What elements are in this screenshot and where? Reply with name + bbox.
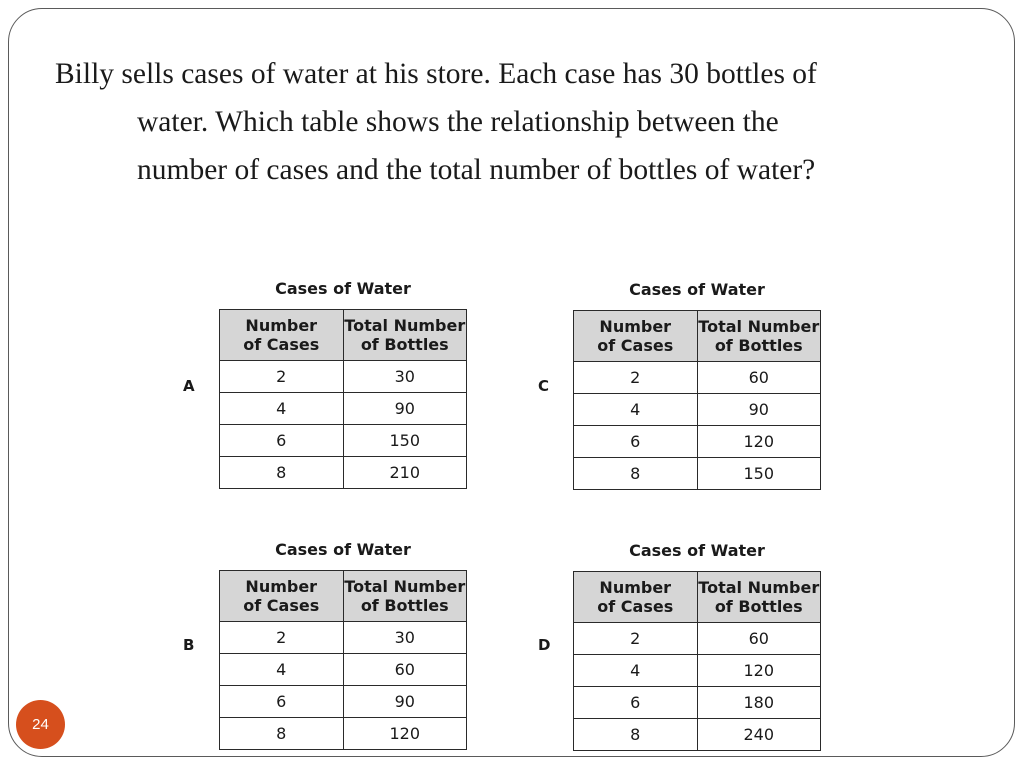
- table-row: [220, 686, 467, 718]
- bottles-cell: 150: [343, 425, 467, 457]
- bottles-cell: 30: [343, 622, 467, 654]
- table-row: [574, 687, 821, 719]
- header-total-bottles: Total Number of Bottles: [343, 310, 467, 361]
- page-number: 24: [32, 716, 49, 733]
- table-row: [220, 361, 467, 393]
- header-number-of-cases: Number of Cases: [574, 311, 698, 362]
- bottles-cell: 240: [697, 719, 821, 751]
- bottles-cell: 60: [343, 654, 467, 686]
- table-caption: Cases of Water: [629, 541, 765, 560]
- header-total-bottles: Total Number of Bottles: [697, 311, 821, 362]
- question-line-2: water. Which table shows the relationship between the: [137, 106, 779, 138]
- cases-table: [573, 571, 821, 751]
- cases-cell: 4: [574, 394, 698, 426]
- table-caption: Cases of Water: [629, 280, 765, 299]
- table-caption: Cases of Water: [275, 540, 411, 559]
- table-header-row: [574, 311, 821, 362]
- cases-cell: 8: [220, 457, 344, 489]
- bottles-cell: 120: [343, 718, 467, 750]
- cases-table: [219, 309, 467, 489]
- header-total-bottles: Total Number of Bottles: [343, 571, 467, 622]
- table-header-row: [220, 310, 467, 361]
- option-letter-b: B: [183, 636, 195, 654]
- table-header-row: [220, 571, 467, 622]
- header-number-of-cases: Number of Cases: [220, 571, 344, 622]
- question-line-1: Billy sells cases of water at his store. Each case has 30 bottles of: [55, 58, 817, 90]
- cases-cell: 6: [574, 426, 698, 458]
- table-row: [574, 655, 821, 687]
- bottles-cell: 120: [697, 426, 821, 458]
- cases-cell: 2: [220, 361, 344, 393]
- cases-cell: 6: [574, 687, 698, 719]
- cases-cell: 2: [574, 362, 698, 394]
- table-row: [574, 426, 821, 458]
- table-row: [220, 622, 467, 654]
- bottles-cell: 90: [343, 393, 467, 425]
- header-number-of-cases: Number of Cases: [220, 310, 344, 361]
- option-letter-d: D: [538, 636, 551, 654]
- bottles-cell: 150: [697, 458, 821, 490]
- table-caption: Cases of Water: [275, 279, 411, 298]
- table-row: [574, 362, 821, 394]
- page-number-badge: [16, 700, 65, 749]
- table-row: [574, 394, 821, 426]
- bottles-cell: 60: [697, 623, 821, 655]
- table-row: [220, 654, 467, 686]
- header-total-bottles: Total Number of Bottles: [697, 572, 821, 623]
- cases-cell: 4: [220, 393, 344, 425]
- table-row: [220, 393, 467, 425]
- table-row: [220, 718, 467, 750]
- cases-table: [573, 310, 821, 490]
- bottles-cell: 90: [697, 394, 821, 426]
- table-row: [220, 425, 467, 457]
- bottles-cell: 30: [343, 361, 467, 393]
- cases-cell: 4: [574, 655, 698, 687]
- bottles-cell: 90: [343, 686, 467, 718]
- cases-cell: 8: [574, 719, 698, 751]
- question-text: [55, 50, 1024, 194]
- cases-cell: 2: [574, 623, 698, 655]
- option-letter-a: A: [183, 377, 195, 395]
- table-header-row: [574, 572, 821, 623]
- table-row: [574, 623, 821, 655]
- cases-cell: 8: [220, 718, 344, 750]
- bottles-cell: 60: [697, 362, 821, 394]
- header-number-of-cases: Number of Cases: [574, 572, 698, 623]
- cases-cell: 8: [574, 458, 698, 490]
- bottles-cell: 210: [343, 457, 467, 489]
- cases-cell: 2: [220, 622, 344, 654]
- option-letter-c: C: [538, 377, 550, 395]
- cases-table: [219, 570, 467, 750]
- cases-cell: 4: [220, 654, 344, 686]
- table-row: [574, 458, 821, 490]
- question-line-3: number of cases and the total number of bottles of water?: [137, 154, 816, 186]
- table-row: [220, 457, 467, 489]
- bottles-cell: 180: [697, 687, 821, 719]
- bottles-cell: 120: [697, 655, 821, 687]
- cases-cell: 6: [220, 425, 344, 457]
- table-row: [574, 719, 821, 751]
- cases-cell: 6: [220, 686, 344, 718]
